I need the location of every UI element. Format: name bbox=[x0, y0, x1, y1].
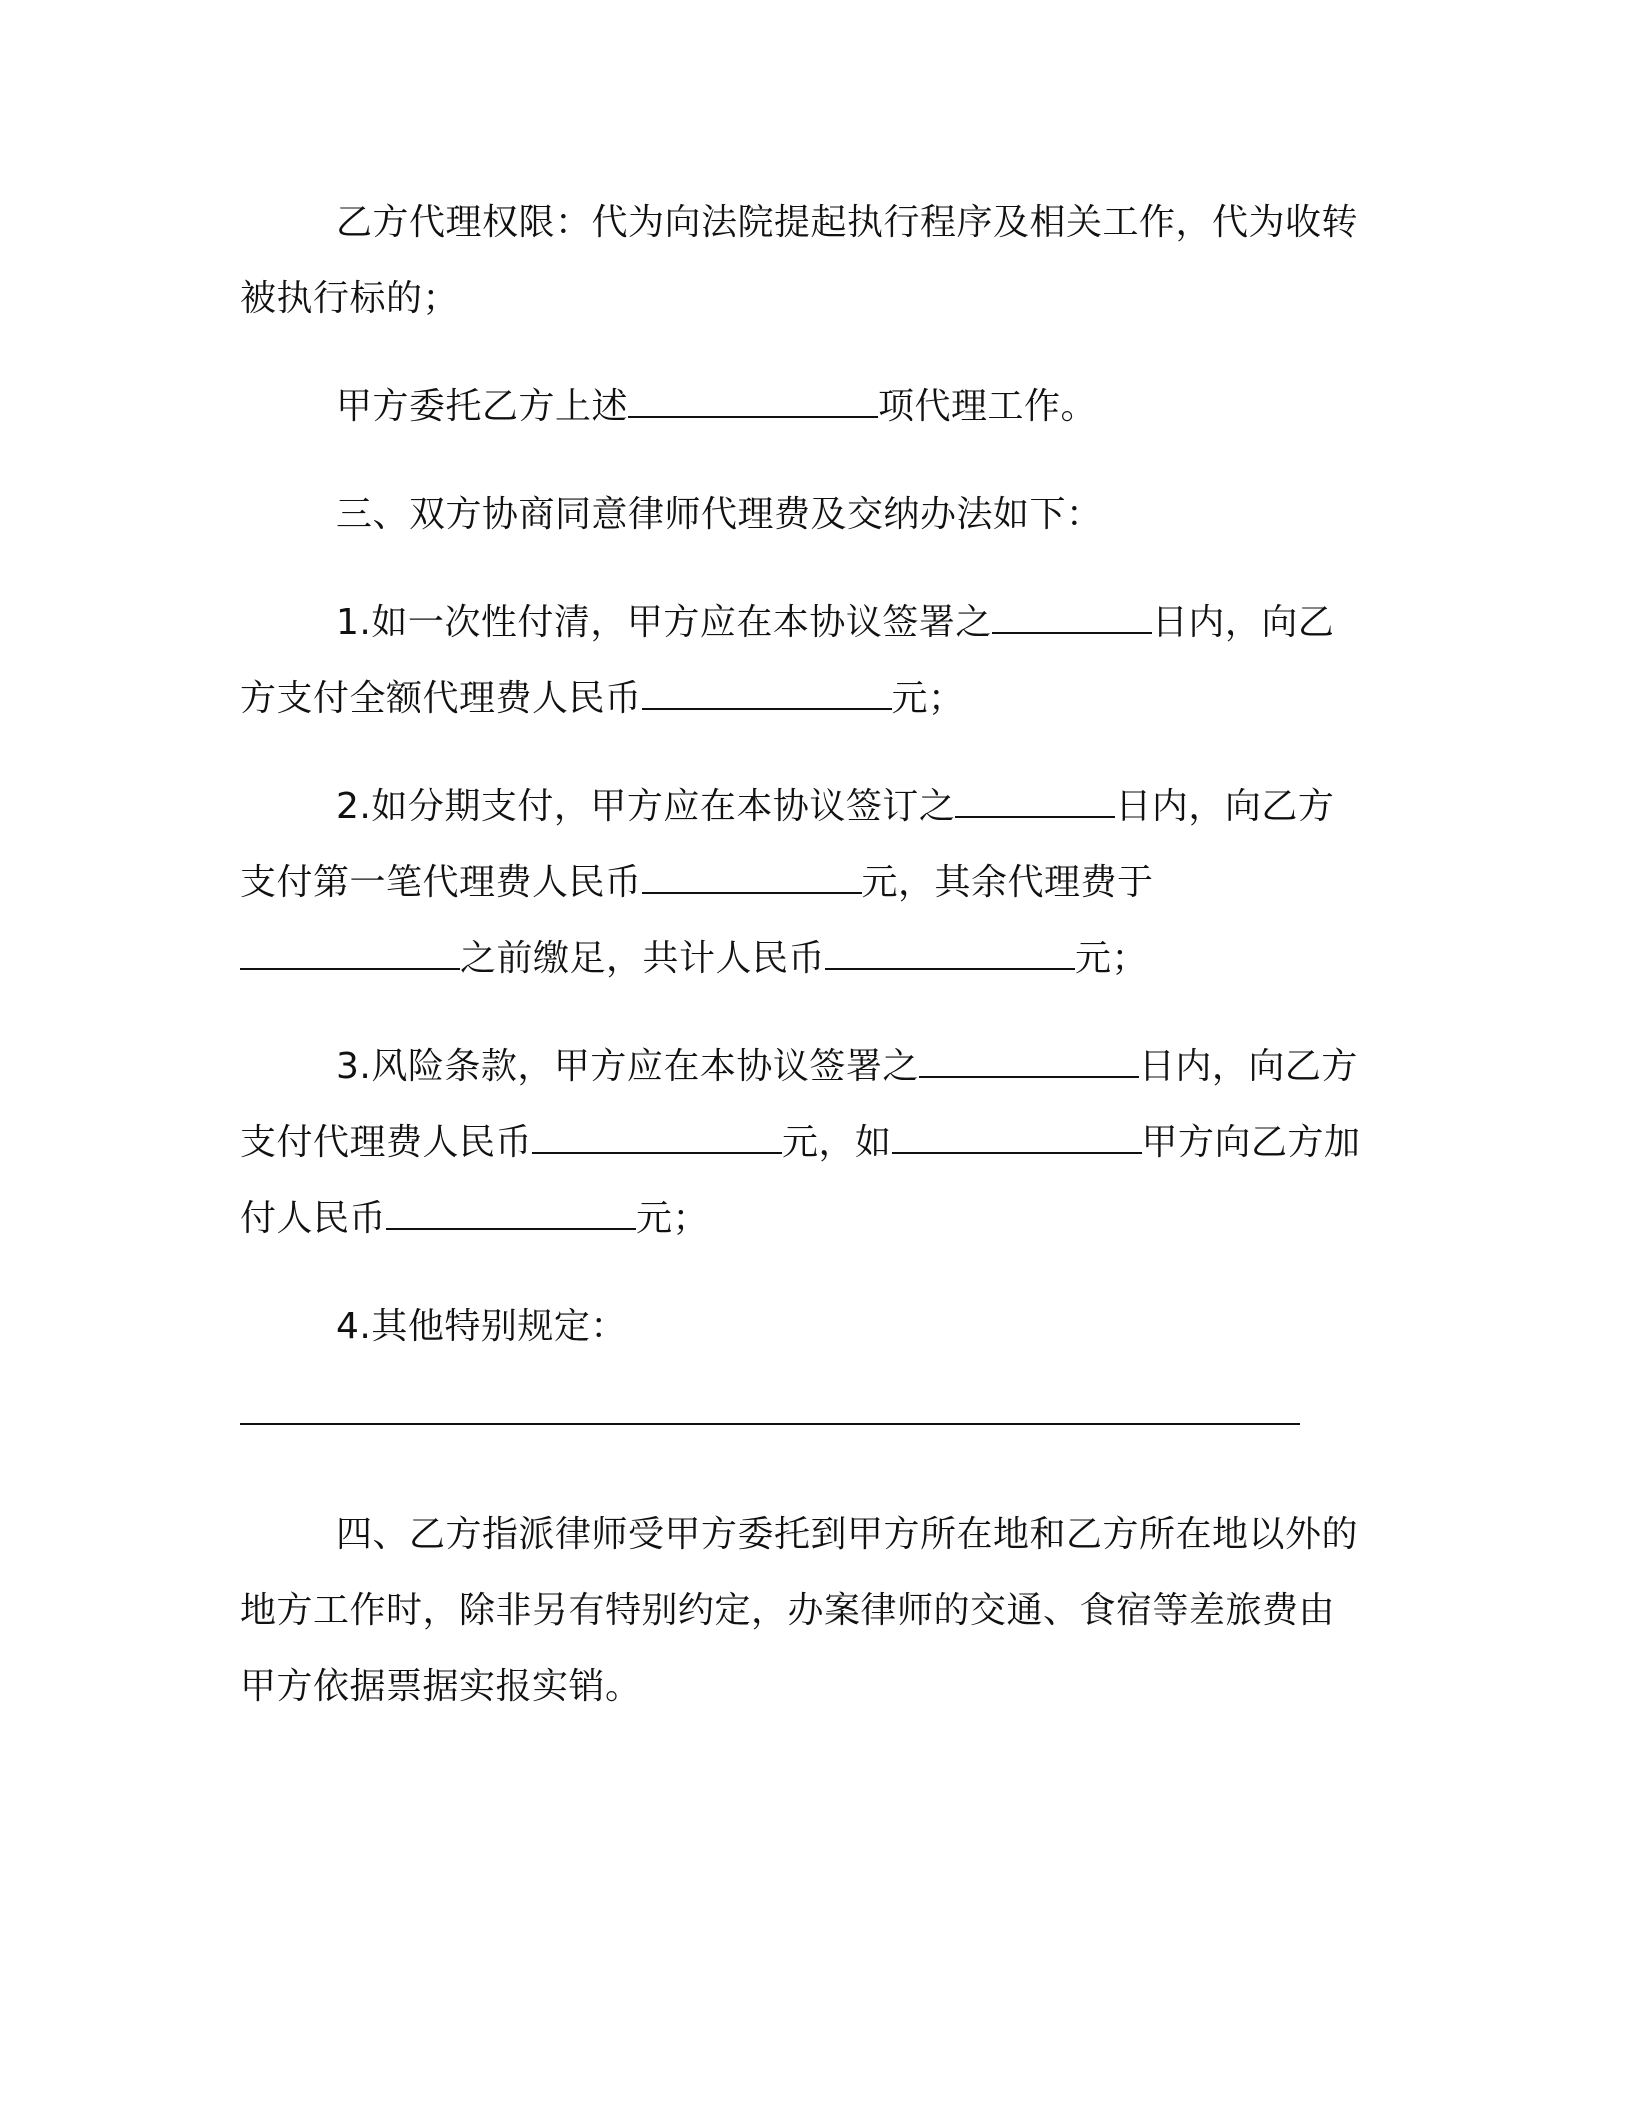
clause-text: 2.如分期支付，甲方应在本协议签订之 bbox=[336, 786, 956, 827]
section-heading-text: 三、双方协商同意律师代理费及交纳办法如下： bbox=[336, 494, 1103, 535]
clause-installment bbox=[240, 769, 1370, 997]
section-travel-expenses bbox=[240, 1497, 1370, 1725]
fill-blank-days[interactable] bbox=[919, 1046, 1139, 1078]
underline bbox=[240, 1423, 1300, 1425]
fill-blank-days[interactable] bbox=[992, 602, 1152, 634]
clause-text: 1.如一次性付清，甲方应在本协议签署之 bbox=[336, 602, 992, 643]
document-body bbox=[240, 185, 1370, 1757]
clause-text: 甲方向乙方加付人民币 bbox=[240, 1122, 1361, 1239]
paragraph-text: 四、乙方指派律师受甲方委托到甲方所在地和乙方所在地以外的地方工作时，除非另有特别约定，办案律师的交通、食宿等差旅费由甲方依据票据实报实销。 bbox=[240, 1514, 1359, 1707]
fill-blank-first-amount[interactable] bbox=[642, 862, 862, 894]
fill-blank-extra-amount[interactable] bbox=[386, 1198, 636, 1230]
clause-text: 4.其他特别规定： bbox=[336, 1306, 627, 1347]
clause-text: 元，其余代理费于 bbox=[861, 862, 1154, 903]
fill-line-other-provisions[interactable] bbox=[240, 1377, 1370, 1453]
clause-text: 日内，向乙方支付全额代理费人民币 bbox=[240, 602, 1335, 719]
fill-blank-item-count[interactable] bbox=[628, 386, 878, 418]
paragraph-text: 乙方代理权限：代为向法院提起执行程序及相关工作，代为收转被执行标的； bbox=[240, 202, 1359, 319]
clause-text: 元，如 bbox=[782, 1122, 892, 1163]
clause-lump-sum bbox=[240, 585, 1370, 737]
clause-text: 元； bbox=[636, 1198, 710, 1239]
fill-blank-amount[interactable] bbox=[642, 678, 892, 710]
paragraph-entrustment bbox=[240, 369, 1370, 445]
clause-text: 日内，向乙方支付代理费人民币 bbox=[240, 1046, 1358, 1163]
clause-text: 元； bbox=[891, 678, 965, 719]
fill-blank-total-amount[interactable] bbox=[825, 938, 1075, 970]
clause-other-provisions bbox=[240, 1289, 1370, 1365]
fill-blank-due-date[interactable] bbox=[240, 938, 460, 970]
paragraph-text: 项代理工作。 bbox=[878, 386, 1098, 427]
paragraph-agent-authority bbox=[240, 185, 1370, 337]
paragraph-text: 甲方委托乙方上述 bbox=[336, 386, 629, 427]
clause-text: 元； bbox=[1075, 938, 1149, 979]
clause-text: 日内，向乙方支付第一笔代理费人民币 bbox=[240, 786, 1335, 903]
clause-text: 3.风险条款，甲方应在本协议签署之 bbox=[336, 1046, 919, 1087]
clause-risk bbox=[240, 1029, 1370, 1257]
fill-blank-condition[interactable] bbox=[892, 1122, 1142, 1154]
section-heading-fees bbox=[240, 477, 1370, 553]
clause-text: 之前缴足，共计人民币 bbox=[460, 938, 826, 979]
fill-blank-days[interactable] bbox=[955, 786, 1115, 818]
fill-blank-amount[interactable] bbox=[532, 1122, 782, 1154]
